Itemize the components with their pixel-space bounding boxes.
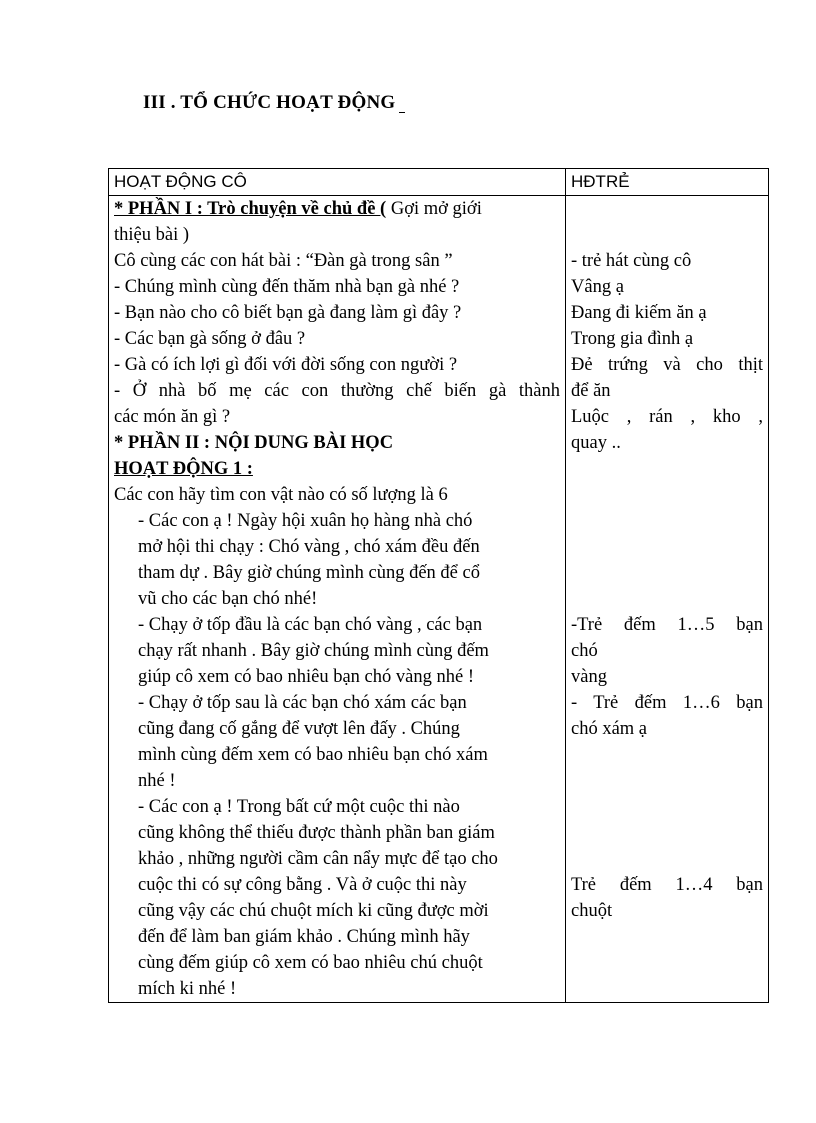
spacer [571, 768, 763, 794]
task-line: Các con hãy tìm con vật nào có số lượng là 6 [114, 485, 448, 505]
child-response-5a: Đẻ trứng và cho thịt [571, 355, 763, 375]
part2-title: * PHẦN II : NỘI DUNG BÀI HỌC [114, 433, 394, 453]
spacer [571, 534, 763, 560]
paragraph-3 [114, 690, 560, 794]
p1-line: mở hội thi chạy : Chó vàng , chó xám đều đến [138, 537, 480, 557]
p3-line: mình cùng đếm xem có bao nhiêu bạn chó xám [138, 745, 488, 765]
section-heading [143, 92, 405, 114]
teacher-activity-cell [109, 196, 566, 1003]
activity1-title: HOẠT ĐỘNG 1 : [114, 459, 253, 479]
child-response-4: Trong gia đình ạ [571, 329, 694, 349]
child-response-7b: chó [571, 641, 598, 661]
p4-line: khảo , những người cầm cân nẩy mực để tạo cho [138, 849, 498, 869]
p1-line: vũ cho các bạn chó nhé! [138, 589, 318, 609]
p3-line: nhé ! [138, 771, 176, 791]
p3-line: - Chạy ở tốp sau là các bạn chó xám các bạn [138, 693, 467, 713]
child-response-1: - trẻ hát cùng cô [571, 251, 692, 271]
header-teacher-activity: HOẠT ĐỘNG CÔ [109, 169, 566, 196]
section-heading-text: III . TỔ CHỨC HOẠT ĐỘNG [143, 92, 396, 113]
paragraph-4 [114, 794, 560, 1002]
spacer [571, 742, 763, 768]
child-response-9a: Trẻ đếm 1…4 bạn [571, 875, 763, 895]
p3-line: cũng đang cố gắng để vượt lên đấy . Chúng [138, 719, 460, 739]
part1-line [114, 196, 560, 222]
heading-underscore [399, 92, 405, 113]
table-row [109, 196, 769, 1003]
part1-rest-b: thiệu bài ) [114, 225, 190, 245]
spacer [571, 508, 763, 534]
question-2: - Bạn nào cho cô biết bạn gà đang làm gì đây ? [114, 303, 462, 323]
p4-line: cũng vậy các chú chuột mích ki cũng được mời [138, 901, 489, 921]
child-response-2: Vâng ạ [571, 277, 624, 297]
question-5b: các món ăn gì ? [114, 407, 231, 427]
p4-line: - Các con ạ ! Trong bất cứ một cuộc thi nào [138, 797, 460, 817]
table-header-row [109, 169, 769, 196]
question-1: - Chúng mình cùng đến thăm nhà bạn gà nhé ? [114, 277, 460, 297]
paragraph-1 [114, 508, 560, 612]
child-response-9b: chuột [571, 901, 613, 921]
p4-line: mích ki nhé ! [138, 979, 237, 999]
spacer [571, 820, 763, 846]
p2-line: chạy rất nhanh . Bây giờ chúng mình cùng đếm [138, 641, 489, 661]
child-response-5b: để ăn [571, 381, 611, 401]
question-4: - Gà có ích lợi gì đối với đời sống con người ? [114, 355, 458, 375]
activity-table [108, 168, 769, 1003]
p2-line: - Chạy ở tốp đầu là các bạn chó vàng , các bạn [138, 615, 483, 635]
child-response-7a: -Trẻ đếm 1…5 bạn [571, 615, 763, 635]
spacer [571, 560, 763, 586]
child-response-7c: vàng [571, 667, 607, 687]
child-response-6a: Luộc , rán , kho , [571, 407, 763, 427]
spacer [571, 586, 763, 612]
spacer [571, 846, 763, 872]
part1-rest-a: Gợi mở giới [390, 199, 482, 219]
p4-line: cũng không thể thiếu được thành phần ban giám [138, 823, 495, 843]
child-response-3: Đang đi kiếm ăn ạ [571, 303, 707, 323]
header-child-activity: HĐTRẺ [566, 169, 769, 196]
p4-line: đến để làm ban giám khảo . Chúng mình hãy [138, 927, 470, 947]
spacer [571, 222, 763, 248]
child-response-8b: chó xám ạ [571, 719, 648, 739]
p1-line: - Các con ạ ! Ngày hội xuân họ hàng nhà chó [138, 511, 473, 531]
spacer [571, 456, 763, 482]
child-response-8a: - Trẻ đếm 1…6 bạn [571, 693, 763, 713]
spacer [571, 794, 763, 820]
spacer [571, 482, 763, 508]
part1-title: * PHẦN I : Trò chuyện về chủ đề ( [114, 199, 387, 219]
question-5a: - Ở nhà bố mẹ các con thường chế biến gà thành [114, 381, 560, 401]
p1-line: tham dự . Bây giờ chúng mình cùng đến để cổ [138, 563, 480, 583]
p4-line: cuộc thi có sự công bằng . Và ở cuộc thi này [138, 875, 467, 895]
paragraph-2 [114, 612, 560, 690]
intro-song: Cô cùng các con hát bài : “Đàn gà trong sân ” [114, 251, 453, 271]
spacer [571, 196, 763, 222]
question-3: - Các bạn gà sống ở đâu ? [114, 329, 306, 349]
child-response-6b: quay .. [571, 433, 621, 453]
child-activity-cell [566, 196, 769, 1003]
p2-line: giúp cô xem có bao nhiêu bạn chó vàng nhé ! [138, 667, 474, 687]
p4-line: cùng đếm giúp cô xem có bao nhiêu chú chuột [138, 953, 483, 973]
